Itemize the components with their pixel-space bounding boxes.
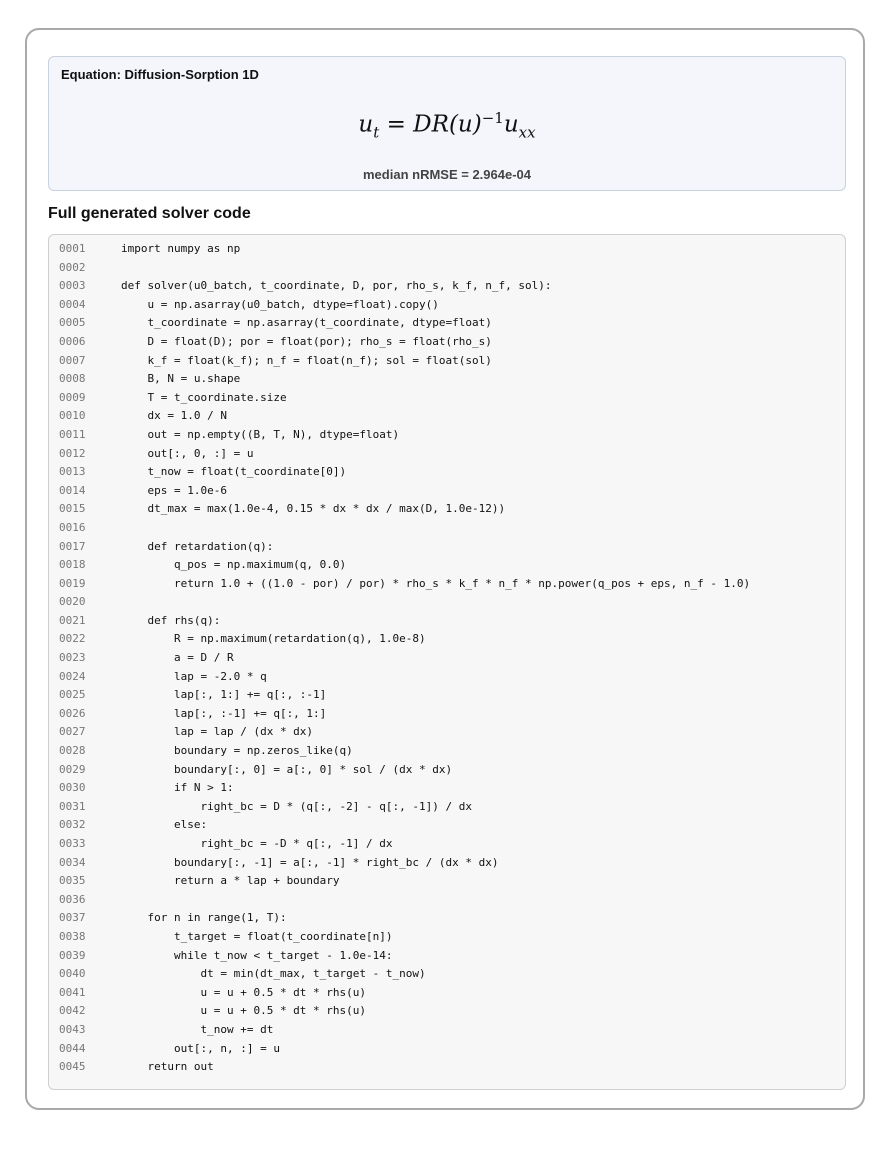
- code-line: [49, 352, 845, 371]
- code-line: [49, 668, 845, 687]
- line-number: 0025: [59, 688, 86, 702]
- line-code: t_target = float(t_coordinate[n]): [121, 929, 393, 943]
- line-number: 0010: [59, 409, 86, 423]
- code-line: [49, 630, 845, 649]
- line-number: 0034: [59, 855, 86, 869]
- line-number: 0024: [59, 669, 86, 683]
- line-code: return out: [121, 1060, 214, 1074]
- code-line: [49, 1058, 845, 1077]
- line-code: u = np.asarray(u0_batch, dtype=float).copy(): [121, 297, 439, 311]
- formula-exponent: −1: [481, 109, 504, 127]
- line-code: q_pos = np.maximum(q, 0.0): [121, 558, 347, 572]
- code-line: [49, 1040, 845, 1059]
- line-number: 0023: [59, 651, 86, 665]
- line-code: dt = min(dt_max, t_target - t_now): [121, 967, 426, 981]
- code-line: [49, 593, 845, 612]
- code-line: [49, 296, 845, 315]
- code-line: [49, 538, 845, 557]
- line-code: boundary[:, 0] = a[:, 0] * sol / (dx * dx): [121, 762, 453, 776]
- line-number: 0039: [59, 948, 86, 962]
- line-code: T = t_coordinate.size: [121, 390, 287, 404]
- line-number: 0027: [59, 725, 86, 739]
- equation-panel: [48, 56, 846, 191]
- code-line: [49, 407, 845, 426]
- code-line: [49, 705, 845, 724]
- line-number: 0028: [59, 744, 86, 758]
- line-number: 0037: [59, 911, 86, 925]
- line-number: 0013: [59, 465, 86, 479]
- line-code: t_now += dt: [121, 1022, 274, 1036]
- code-line: [49, 575, 845, 594]
- line-code: out = np.empty((B, T, N), dtype=float): [121, 427, 400, 441]
- code-line: [49, 779, 845, 798]
- code-line: [49, 333, 845, 352]
- code-block[interactable]: [48, 234, 846, 1090]
- line-code: lap[:, 1:] += q[:, :-1]: [121, 688, 327, 702]
- code-line: [49, 519, 845, 538]
- code-line: [49, 463, 845, 482]
- code-line: [49, 947, 845, 966]
- line-code: lap = -2.0 * q: [121, 669, 267, 683]
- line-code: dx = 1.0 / N: [121, 409, 227, 423]
- formula-r: R: [431, 111, 449, 138]
- line-number: 0009: [59, 390, 86, 404]
- line-number: 0020: [59, 595, 86, 609]
- line-code: dt_max = max(1.0e-4, 0.15 * dx * dx / max(D, 1.0e-12)): [121, 502, 506, 516]
- code-line: [49, 445, 845, 464]
- line-number: 0011: [59, 427, 86, 441]
- code-line: [49, 426, 845, 445]
- code-line: [49, 723, 845, 742]
- line-number: 0004: [59, 297, 86, 311]
- code-line: [49, 854, 845, 873]
- line-code: else:: [121, 818, 208, 832]
- code-line: [49, 277, 845, 296]
- code-line: [49, 928, 845, 947]
- line-number: 0031: [59, 799, 86, 813]
- line-code: while t_now < t_target - 1.0e-14:: [121, 948, 393, 962]
- line-number: 0007: [59, 353, 86, 367]
- line-number: 0038: [59, 929, 86, 943]
- line-number: 0033: [59, 837, 86, 850]
- line-code: right_bc = D * (q[:, -2] - q[:, -1]) / dx: [121, 799, 472, 813]
- line-code: B, N = u.shape: [121, 372, 241, 386]
- line-number: 0001: [59, 242, 86, 255]
- line-number: 0006: [59, 334, 86, 348]
- code-line: [49, 984, 845, 1003]
- line-number: 0002: [59, 260, 86, 274]
- formula-t-sub: t: [373, 123, 380, 142]
- code-line: [49, 909, 845, 928]
- line-number: 0016: [59, 520, 86, 534]
- line-number: 0045: [59, 1060, 86, 1074]
- nrmse-metric: median nRMSE = 2.964e-04: [363, 167, 531, 182]
- line-code: R = np.maximum(retardation(q), 1.0e-8): [121, 632, 426, 646]
- formula-paren-u: (u): [448, 111, 482, 138]
- code-line: [49, 761, 845, 780]
- line-code: boundary = np.zeros_like(q): [121, 744, 353, 758]
- line-code: t_now = float(t_coordinate[0]): [121, 465, 347, 479]
- line-code: a = D / R: [121, 651, 234, 665]
- line-number: 0018: [59, 558, 86, 572]
- line-code: u = u + 0.5 * dt * rhs(u): [121, 1004, 367, 1018]
- line-number: 0035: [59, 874, 86, 888]
- code-line: [49, 482, 845, 501]
- line-code: eps = 1.0e-6: [121, 483, 227, 497]
- line-number: 0015: [59, 502, 86, 516]
- code-line: [49, 965, 845, 984]
- code-line: [49, 798, 845, 817]
- equation-title: Equation: Diffusion-Sorption 1D: [61, 67, 259, 82]
- line-code: lap = lap / (dx * dx): [121, 725, 314, 739]
- formula-equals: =: [386, 111, 406, 138]
- code-line: [49, 816, 845, 835]
- line-number: 0036: [59, 892, 86, 906]
- line-number: 0030: [59, 781, 86, 795]
- code-line: [49, 891, 845, 910]
- line-number: 0008: [59, 372, 86, 386]
- formula-d: D: [413, 111, 432, 138]
- line-number: 0029: [59, 762, 86, 776]
- line-number: 0003: [59, 279, 86, 293]
- solver-card: [25, 28, 865, 1110]
- line-number: 0032: [59, 818, 86, 832]
- line-code: out[:, n, :] = u: [121, 1041, 280, 1055]
- code-line: [49, 314, 845, 333]
- code-line: [49, 389, 845, 408]
- line-code: import numpy as np: [121, 242, 241, 255]
- code-line: [49, 872, 845, 891]
- line-number: 0043: [59, 1022, 86, 1036]
- line-code: if N > 1:: [121, 781, 234, 795]
- code-line: [49, 742, 845, 761]
- line-number: 0021: [59, 613, 86, 627]
- code-line: [49, 240, 845, 259]
- code-line: [49, 370, 845, 389]
- line-code: lap[:, :-1] += q[:, 1:]: [121, 706, 327, 720]
- line-code: t_coordinate = np.asarray(t_coordinate, dtype=float): [121, 316, 492, 330]
- line-number: 0017: [59, 539, 86, 553]
- line-code: out[:, 0, :] = u: [121, 446, 254, 460]
- equation-formula: [49, 109, 845, 141]
- line-number: 0042: [59, 1004, 86, 1018]
- line-code: D = float(D); por = float(por); rho_s = float(rho_s): [121, 334, 492, 348]
- line-number: 0041: [59, 985, 86, 999]
- line-code: k_f = float(k_f); n_f = float(n_f); sol = float(sol): [121, 353, 492, 367]
- line-code: return 1.0 + ((1.0 - por) / por) * rho_s * k_f * n_f * np.power(q_pos + eps, n_f - 1.0): [121, 576, 751, 590]
- code-line: [49, 1002, 845, 1021]
- line-number: 0026: [59, 706, 86, 720]
- code-line: [49, 1021, 845, 1040]
- line-code: u = u + 0.5 * dt * rhs(u): [121, 985, 367, 999]
- line-number: 0040: [59, 967, 86, 981]
- line-code: right_bc = -D * q[:, -1] / dx: [121, 837, 393, 850]
- code-line: [49, 835, 845, 854]
- code-line: [49, 556, 845, 575]
- line-code: boundary[:, -1] = a[:, -1] * right_bc / (dx * dx): [121, 855, 499, 869]
- line-number: 0019: [59, 576, 86, 590]
- line-code: for n in range(1, T):: [121, 911, 287, 925]
- code-line: [49, 686, 845, 705]
- formula-xx-sub: xx: [518, 123, 536, 142]
- line-code: def solver(u0_batch, t_coordinate, D, por, rho_s, k_f, n_f, sol):: [121, 279, 552, 293]
- code-line: [49, 612, 845, 631]
- code-line: [49, 500, 845, 519]
- code-heading: Full generated solver code: [48, 205, 251, 222]
- code-line: [49, 259, 845, 278]
- line-code: def retardation(q):: [121, 539, 274, 553]
- line-number: 0044: [59, 1041, 86, 1055]
- formula-u2: u: [503, 111, 519, 138]
- line-number: 0022: [59, 632, 86, 646]
- line-number: 0012: [59, 446, 86, 460]
- line-number: 0005: [59, 316, 86, 330]
- code-line: [49, 649, 845, 668]
- line-number: 0014: [59, 483, 86, 497]
- line-code: return a * lap + boundary: [121, 874, 340, 888]
- formula-u: u: [358, 111, 374, 138]
- line-code: def rhs(q):: [121, 613, 221, 627]
